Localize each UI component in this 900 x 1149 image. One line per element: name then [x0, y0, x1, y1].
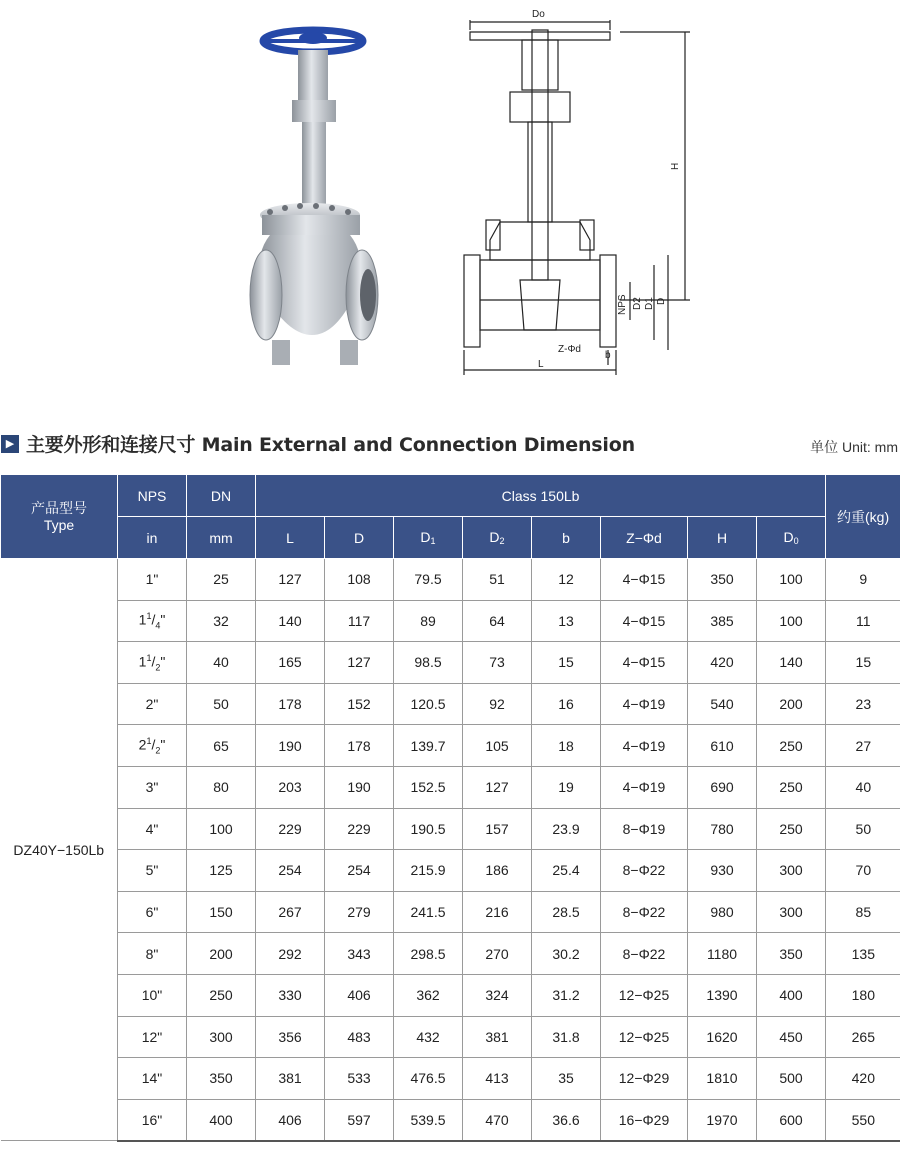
cell-nps: $1^1/_2$": [118, 642, 187, 684]
cell-l: 203: [256, 766, 325, 808]
cell-l: 178: [256, 683, 325, 725]
cell-d2: 92: [463, 683, 532, 725]
cell-dn: 65: [187, 725, 256, 767]
header-nps: NPS: [118, 475, 187, 517]
header-d: D: [325, 517, 394, 559]
cell-d0: 400: [757, 974, 826, 1016]
cell-d2: 105: [463, 725, 532, 767]
cell-h: 1970: [688, 1099, 757, 1141]
cell-weight: 85: [826, 891, 900, 933]
cell-d0: 300: [757, 891, 826, 933]
cell-b: 35: [532, 1058, 601, 1100]
cell-b: 16: [532, 683, 601, 725]
cell-weight: 180: [826, 974, 900, 1016]
valve-illustration: [0, 0, 900, 390]
cell-nps: 5": [118, 850, 187, 892]
table-row: [1, 808, 900, 850]
table-row: [1, 766, 900, 808]
cell-d0: 250: [757, 725, 826, 767]
table-row: [1, 891, 900, 933]
cell-d: 190: [325, 766, 394, 808]
cell-weight: 9: [826, 559, 900, 601]
cell-zd: 12−Φ25: [601, 1016, 688, 1058]
header-h: H: [688, 517, 757, 559]
cell-d1: 139.7: [394, 725, 463, 767]
cell-zd: 8−Φ22: [601, 933, 688, 975]
cell-d: 229: [325, 808, 394, 850]
cell-nps: 6": [118, 891, 187, 933]
cell-l: 330: [256, 974, 325, 1016]
cell-weight: 50: [826, 808, 900, 850]
header-d0: $D_0$: [757, 517, 826, 559]
cell-dn: 100: [187, 808, 256, 850]
cell-d: 597: [325, 1099, 394, 1141]
cell-h: 780: [688, 808, 757, 850]
cell-weight: 420: [826, 1058, 900, 1100]
cell-h: 1180: [688, 933, 757, 975]
cell-b: 13: [532, 600, 601, 642]
cell-zd: 4−Φ15: [601, 559, 688, 601]
cell-zd: 8−Φ22: [601, 891, 688, 933]
cell-type: DZ40Y−150Lb: [1, 559, 118, 1141]
cell-l: 165: [256, 642, 325, 684]
table-row: [1, 850, 900, 892]
cell-zd: 12−Φ29: [601, 1058, 688, 1100]
header-unit-in: in: [118, 517, 187, 559]
dimension-drawing: [464, 20, 690, 375]
section-heading: [0, 432, 900, 460]
cell-d2: 381: [463, 1016, 532, 1058]
cell-nps: 2": [118, 683, 187, 725]
cell-weight: 70: [826, 850, 900, 892]
cell-dn: 80: [187, 766, 256, 808]
table-body: [1, 559, 900, 1141]
cell-d1: 215.9: [394, 850, 463, 892]
cell-h: 930: [688, 850, 757, 892]
cell-d1: 89: [394, 600, 463, 642]
cell-d1: 98.5: [394, 642, 463, 684]
cell-b: 31.8: [532, 1016, 601, 1058]
cell-weight: 550: [826, 1099, 900, 1141]
cell-d2: 127: [463, 766, 532, 808]
cell-b: 25.4: [532, 850, 601, 892]
cell-d: 483: [325, 1016, 394, 1058]
arrow-icon: ▶: [1, 435, 19, 453]
header-l: L: [256, 517, 325, 559]
cell-h: 1810: [688, 1058, 757, 1100]
cell-nps: 1": [118, 559, 187, 601]
cell-nps: 16": [118, 1099, 187, 1141]
cell-d0: 100: [757, 559, 826, 601]
cell-b: 28.5: [532, 891, 601, 933]
cell-dn: 300: [187, 1016, 256, 1058]
cell-d0: 450: [757, 1016, 826, 1058]
cell-b: 31.2: [532, 974, 601, 1016]
cell-b: 12: [532, 559, 601, 601]
cell-b: 23.9: [532, 808, 601, 850]
cell-nps: $1^1/_4$": [118, 600, 187, 642]
table-row: [1, 683, 900, 725]
cell-zd: 8−Φ22: [601, 850, 688, 892]
cell-zd: 4−Φ19: [601, 683, 688, 725]
cell-dn: 40: [187, 642, 256, 684]
cell-b: 30.2: [532, 933, 601, 975]
cell-d: 152: [325, 683, 394, 725]
cell-zd: 16−Φ29: [601, 1099, 688, 1141]
cell-d2: 216: [463, 891, 532, 933]
label-h: H: [670, 162, 681, 170]
cell-dn: 32: [187, 600, 256, 642]
header-row-1: [1, 475, 900, 517]
table-row: [1, 1016, 900, 1058]
cell-h: 690: [688, 766, 757, 808]
cell-b: 18: [532, 725, 601, 767]
header-type: 产品型号 Type: [1, 475, 118, 559]
cell-d: 117: [325, 600, 394, 642]
cell-d: 406: [325, 974, 394, 1016]
cell-d0: 600: [757, 1099, 826, 1141]
cell-zd: 4−Φ19: [601, 725, 688, 767]
cell-zd: 4−Φ15: [601, 600, 688, 642]
cell-l: 292: [256, 933, 325, 975]
cell-d1: 152.5: [394, 766, 463, 808]
cell-b: 19: [532, 766, 601, 808]
header-d1: $D_1$: [394, 517, 463, 559]
unit-label: 单位 Unit: mm: [810, 439, 898, 455]
cell-weight: 40: [826, 766, 900, 808]
cell-l: 381: [256, 1058, 325, 1100]
table-row: [1, 1058, 900, 1100]
cell-dn: 150: [187, 891, 256, 933]
cell-dn: 50: [187, 683, 256, 725]
cell-l: 254: [256, 850, 325, 892]
cell-h: 350: [688, 559, 757, 601]
cell-nps: 4": [118, 808, 187, 850]
cell-d0: 500: [757, 1058, 826, 1100]
cell-d1: 241.5: [394, 891, 463, 933]
cell-d2: 157: [463, 808, 532, 850]
label-d1: D1: [644, 297, 655, 310]
table-row: [1, 1099, 900, 1141]
cell-d2: 270: [463, 933, 532, 975]
cell-d: 254: [325, 850, 394, 892]
cell-d0: 100: [757, 600, 826, 642]
cell-weight: 135: [826, 933, 900, 975]
cell-h: 540: [688, 683, 757, 725]
cell-h: 420: [688, 642, 757, 684]
cell-nps: 3": [118, 766, 187, 808]
dimension-table: [0, 474, 900, 1142]
cell-weight: 11: [826, 600, 900, 642]
valve-photo: [250, 30, 378, 365]
cell-l: 356: [256, 1016, 325, 1058]
label-do: Do: [532, 9, 545, 20]
label-nps: NPS: [617, 294, 628, 315]
cell-zd: 12−Φ25: [601, 974, 688, 1016]
table-row: [1, 559, 900, 601]
label-b: b: [605, 350, 611, 361]
cell-nps: 12": [118, 1016, 187, 1058]
cell-h: 1620: [688, 1016, 757, 1058]
cell-d0: 200: [757, 683, 826, 725]
cell-d: 127: [325, 642, 394, 684]
cell-l: 267: [256, 891, 325, 933]
cell-d1: 190.5: [394, 808, 463, 850]
cell-nps: $2^1/_2$": [118, 725, 187, 767]
cell-weight: 23: [826, 683, 900, 725]
cell-zd: 8−Φ19: [601, 808, 688, 850]
cell-d0: 250: [757, 808, 826, 850]
cell-weight: 265: [826, 1016, 900, 1058]
cell-d: 279: [325, 891, 394, 933]
label-d: D: [656, 297, 667, 305]
header-class: Class 150Lb: [256, 475, 826, 517]
cell-nps: 14": [118, 1058, 187, 1100]
header-b: b: [532, 517, 601, 559]
cell-d: 178: [325, 725, 394, 767]
table-row: [1, 642, 900, 684]
header-unit-mm: mm: [187, 517, 256, 559]
cell-d0: 300: [757, 850, 826, 892]
cell-l: 127: [256, 559, 325, 601]
cell-dn: 25: [187, 559, 256, 601]
cell-d2: 470: [463, 1099, 532, 1141]
cell-zd: 4−Φ19: [601, 766, 688, 808]
cell-d0: 350: [757, 933, 826, 975]
cell-d1: 362: [394, 974, 463, 1016]
cell-zd: 4−Φ15: [601, 642, 688, 684]
header-weight: 约重(kg): [826, 475, 900, 559]
cell-d2: 324: [463, 974, 532, 1016]
header-zd: Z−Φd: [601, 517, 688, 559]
label-zd: Z-Φd: [558, 344, 581, 355]
cell-h: 610: [688, 725, 757, 767]
label-l: L: [538, 359, 544, 370]
cell-l: 190: [256, 725, 325, 767]
cell-d: 108: [325, 559, 394, 601]
cell-dn: 125: [187, 850, 256, 892]
cell-d2: 73: [463, 642, 532, 684]
cell-b: 36.6: [532, 1099, 601, 1141]
cell-d1: 298.5: [394, 933, 463, 975]
cell-h: 385: [688, 600, 757, 642]
cell-weight: 15: [826, 642, 900, 684]
cell-d1: 476.5: [394, 1058, 463, 1100]
table-row: [1, 600, 900, 642]
table-row: [1, 974, 900, 1016]
cell-d2: 413: [463, 1058, 532, 1100]
cell-weight: 27: [826, 725, 900, 767]
cell-dn: 350: [187, 1058, 256, 1100]
table-row: [1, 725, 900, 767]
cell-h: 980: [688, 891, 757, 933]
cell-nps: 8": [118, 933, 187, 975]
cell-nps: 10": [118, 974, 187, 1016]
cell-h: 1390: [688, 974, 757, 1016]
section-title: 主要外形和连接尺寸 Main External and Connection Dimension: [26, 434, 635, 456]
cell-d2: 186: [463, 850, 532, 892]
cell-l: 140: [256, 600, 325, 642]
cell-d1: 79.5: [394, 559, 463, 601]
header-row-2: [1, 517, 900, 559]
cell-d2: 64: [463, 600, 532, 642]
cell-d: 533: [325, 1058, 394, 1100]
header-d2: $D_2$: [463, 517, 532, 559]
label-d2: D2: [632, 297, 643, 310]
cell-d1: 432: [394, 1016, 463, 1058]
cell-l: 229: [256, 808, 325, 850]
table-row: [1, 933, 900, 975]
cell-d1: 120.5: [394, 683, 463, 725]
cell-d2: 51: [463, 559, 532, 601]
cell-dn: 400: [187, 1099, 256, 1141]
cell-dn: 200: [187, 933, 256, 975]
cell-d0: 250: [757, 766, 826, 808]
cell-d0: 140: [757, 642, 826, 684]
cell-d: 343: [325, 933, 394, 975]
cell-l: 406: [256, 1099, 325, 1141]
header-dn: DN: [187, 475, 256, 517]
cell-b: 15: [532, 642, 601, 684]
cell-dn: 250: [187, 974, 256, 1016]
cell-d1: 539.5: [394, 1099, 463, 1141]
